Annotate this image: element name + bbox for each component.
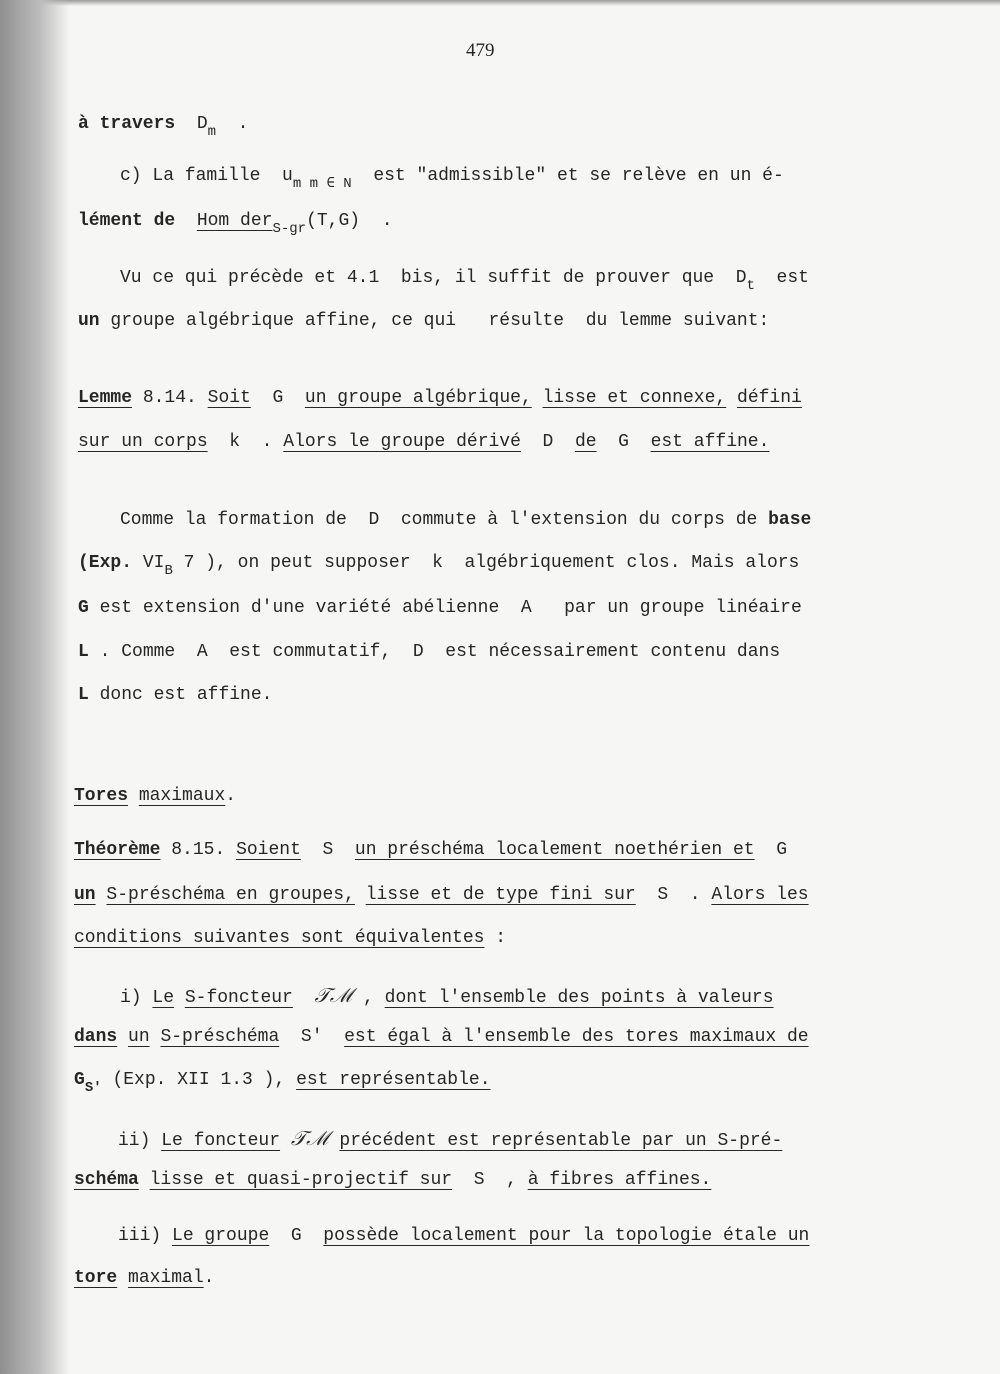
text-line-4: Vu ce qui précède et 4.1 bis, il suffit de prouver que $D_t$ est	[120, 268, 809, 294]
proof-line-2: (Exp. $VI_B$ 7 ), on peut supposer k algébriquement clos. Mais alors	[78, 553, 800, 579]
theorem-line-2: un S-préschéma en groupes, lisse et de type fini sur S . Alors les	[74, 885, 809, 905]
lemma-heading-line: Lemme 8.14. Soit G un groupe algébrique, lisse et connexe, défini	[78, 388, 802, 408]
text-line-2: c) La famille $u_{m m \in N}$ est "admissible" et se relève en un é-	[120, 166, 784, 192]
scan-top-edge	[0, 0, 1000, 6]
proof-line-1: Comme la formation de D commute à l'extension du corps de base	[120, 510, 812, 530]
section-heading: Tores maximaux.	[74, 786, 237, 806]
condition-iii-line-1: iii) Le groupe G possède localement pour la topologie étale un	[118, 1226, 810, 1246]
theorem-line-3: conditions suivantes sont équivalentes :	[74, 928, 507, 948]
scan-left-edge	[0, 0, 70, 1374]
text-line-1: à travers $D_m$ .	[78, 114, 249, 140]
condition-i-line-3: $G_{S'}$ (Exp. XII 1.3 ), est représentable.	[74, 1070, 491, 1096]
text-line-3: lément de Hom der$_{S-gr}$(T,G) .	[78, 211, 393, 237]
proof-line-5: L donc est affine.	[78, 685, 273, 705]
condition-i-line-2: dans un S-préschéma S' est égal à l'ensemble des tores maximaux de	[74, 1027, 809, 1047]
page-number: 479	[466, 40, 495, 61]
condition-ii-line-1: ii) Le foncteur 𝒯ℳ précédent est représentable par un S-pré-	[118, 1126, 783, 1151]
condition-iii-line-2: tore maximal.	[74, 1268, 215, 1288]
text-line-5: un groupe algébrique affine, ce qui résulte du lemme suivant:	[78, 311, 770, 331]
proof-line-3: G est extension d'une variété abélienne A par un groupe linéaire	[78, 598, 802, 618]
condition-i-line-1: i) Le S-foncteur 𝒯ℳ , dont l'ensemble des points à valeurs	[120, 983, 774, 1008]
theorem-heading-line: Théorème 8.15. Soient S un préschéma localement noethérien et G	[74, 840, 787, 860]
condition-ii-line-2: schéma lisse et quasi-projectif sur S , à fibres affines.	[74, 1170, 712, 1190]
lemma-line-2: sur un corps k . Alors le groupe dérivé D de G est affine.	[78, 432, 770, 452]
proof-line-4: L . Comme A est commutatif, D est nécessairement contenu dans	[78, 642, 781, 662]
